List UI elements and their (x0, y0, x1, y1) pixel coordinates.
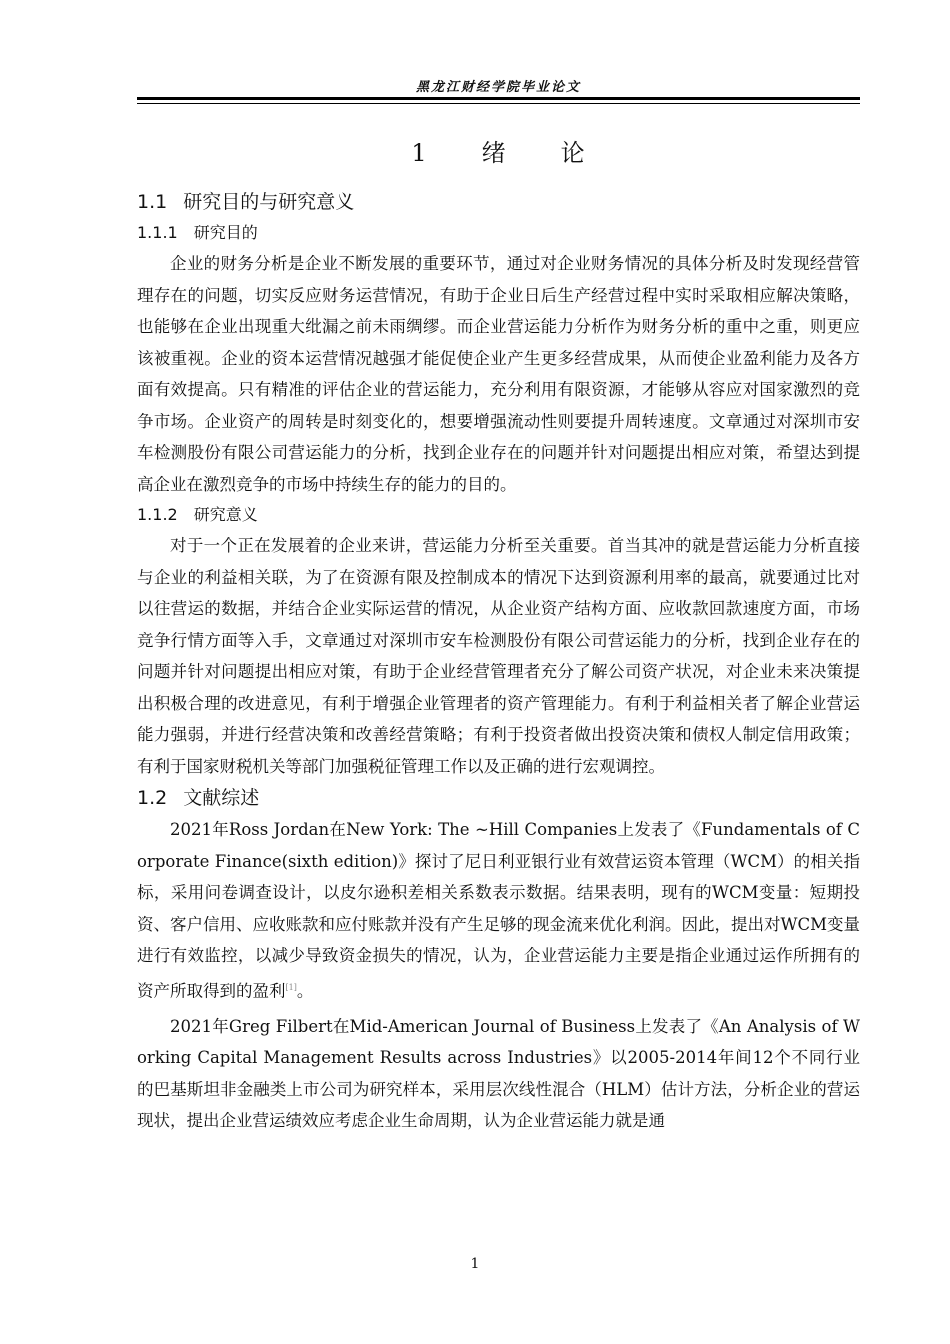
page-header: 黑龙江财经学院毕业论文 (415, 80, 581, 95)
chapter-title-right: 论 (560, 139, 586, 167)
header-rule-thick (137, 97, 860, 100)
section-heading-1-2 (137, 782, 860, 814)
header-rule-thin (137, 103, 860, 104)
citation-ref-1[interactable]: [1] (285, 982, 297, 992)
section-title: 研究目的与研究意义 (183, 191, 355, 213)
section-number: 1.1 (137, 191, 168, 213)
chapter-title-left: 绪 (481, 139, 507, 167)
literature-1-end: 。 (296, 981, 314, 1000)
paragraph-research-significance: 对于一个正在发展着的企业来讲，营运能力分析至关重要。首当其冲的就是营运能力分析直接与企业的利益相关联，为了在资源有限及控制成本的情况下达到资源利用率的最高，就要通过比对以往营运的数据，并结合企业实际运营的情况，从企业资产结构方面、应收款回款速度方面，市场竞争行情方面等入手，文章通过对深圳市安车检测股份有限公司营运能力的分析，找到企业存在的问题并针对问题提出相应对策，有助于企业经营管理者充分了解公司资产状况，对企业未来决策提出积极合理的改进意见，有利于增强企业管理者的资产管理能力。有利于利益相关者了解企业营运能力强弱，并进行经营决策和改善经营策略；有利于投资者做出投资决策和债权人制定信用政策；有利于国家财税机关等部门加强税征管理工作以及正确的进行宏观调控。 (137, 536, 860, 776)
subsection-number: 1.1.2 (137, 505, 178, 524)
section-heading-1-1 (137, 186, 860, 218)
paragraph-research-purpose: 企业的财务分析是企业不断发展的重要环节，通过对企业财务情况的具体分析及时发现经营管理存在的问题，切实反应财务运营情况，有助于企业日后生产经营过程中实时采取相应解决策略，也能够在企业出现重大纰漏之前未雨绸缪。而企业营运能力分析作为财务分析的重中之重，则更应该被重视。企业的资本运营情况越强才能促使企业产生更多经营成果，从而使企业盈利能力及各方面有效提高。只有精准的评估企业的营运能力，充分利用有限资源，才能够从容应对国家激烈的竞争市场。企业资产的周转是时刻变化的，想要增强流动性则要提升周转速度。文章通过对深圳市安车检测股份有限公司营运能力的分析，找到企业存在的问题并针对问题提出相应对策，希望达到提高企业在激烈竞争的市场中持续生存的能力的目的。 (137, 254, 860, 494)
subsection-title: 研究意义 (193, 505, 258, 524)
section-number: 1.2 (137, 787, 168, 809)
section-title: 文献综述 (183, 787, 260, 809)
document-body (137, 186, 860, 1137)
chapter-title (137, 133, 860, 168)
subsection-title: 研究目的 (193, 223, 258, 242)
page-number: 1 (470, 1256, 480, 1272)
paragraph-literature-2: 2021年Greg Filbert在Mid-American Journal of Business上发表了《An Analysis of Working Capital Management Results across Industries》以2005-2014年间12个不同行业的巴基斯坦非金融类上市公司为研究样本，采用层次线性混合（HLM）估计方法，分析企业的营运现状，提出企业营运绩效应考虑企业生命周期，认为企业营运能力就是通 (137, 1016, 860, 1130)
subsection-number: 1.1.1 (137, 223, 178, 242)
literature-1-text: 2021年Ross Jordan在New York: The ~Hill Companies上发表了《Fundamentals of Corporate Finance(sixth edition)》探讨了尼日利亚银行业有效营运资本管理（WCM）的相关指标，采用问卷调查设计，以皮尔逊积差相关系数表示数据。结果表明，现有的WCM变量：短期投资、客户信用、应收账款和应付账款并没有产生足够的现金流来优化利润。因此，提出对WCM变量进行有效监控，以减少导致资金损失的情况，认为，企业营运能力主要是指企业通过运作所拥有的资产所取得到的盈利 (137, 820, 860, 1000)
chapter-number: 1 (411, 139, 428, 167)
paragraph-literature-1 (137, 814, 860, 1007)
subsection-heading-1-1-1 (137, 218, 860, 248)
subsection-heading-1-1-2 (137, 500, 860, 530)
